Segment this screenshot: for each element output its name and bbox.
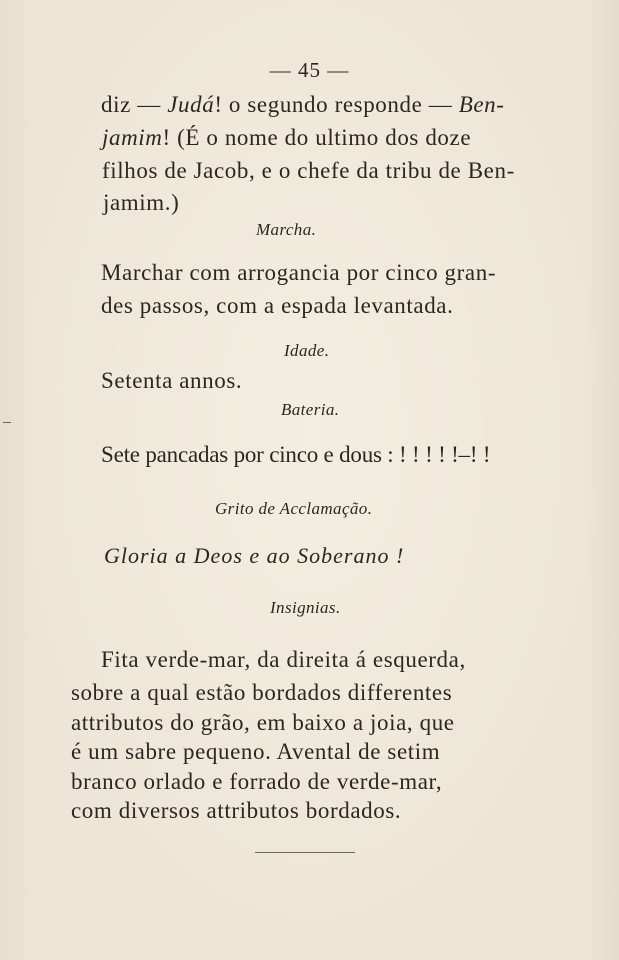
text-span: ! (É o nome do ultimo dos doze (162, 125, 472, 150)
end-rule (255, 852, 355, 853)
text-line: sobre a qual estão bordados differentes (71, 680, 453, 705)
italic-name-benjamim-end: jamim (102, 125, 163, 150)
text-line: jamim.) (103, 190, 180, 215)
grito-text: Gloria a Deos e ao Soberano ! (104, 543, 405, 568)
heading-bateria: Bateria. (281, 400, 340, 419)
text-line: branco orlado e forrado de verde-mar, (71, 769, 443, 794)
margin-tick (3, 422, 11, 423)
heading-grito: Grito de Acclamação. (215, 499, 373, 518)
text-line: Fita verde-mar, da direita á esquerda, (101, 647, 466, 672)
text-line: filhos de Jacob, e o chefe da tribu de Ben- (102, 158, 515, 183)
text-line (101, 91, 505, 119)
text-line: Marchar com arrogancia por cinco gran- (101, 260, 497, 285)
heading-marcha: Marcha. (256, 220, 317, 239)
heading-insignias: Insignias. (270, 598, 341, 617)
italic-name-benjamim-start: Ben- (458, 92, 505, 117)
text-line: attributos do grão, em baixo a joia, que (71, 710, 455, 735)
bateria-text: Sete pancadas por cinco e dous : ! ! ! ! !–! ! (101, 442, 491, 467)
text-line: des passos, com a espada levantada. (101, 293, 454, 318)
text-line (102, 124, 471, 152)
italic-name-juda: Judá (167, 92, 215, 117)
text-span: diz — (101, 92, 168, 117)
heading-idade: Idade. (284, 341, 330, 360)
text-span: ! o segundo responde — (214, 92, 459, 117)
page-number: — 45 — (269, 58, 350, 82)
text-line: é um sabre pequeno. Avental de setim (71, 739, 441, 764)
idade-text: Setenta annos. (101, 368, 243, 393)
text-line: com diversos attributos bordados. (71, 798, 402, 823)
